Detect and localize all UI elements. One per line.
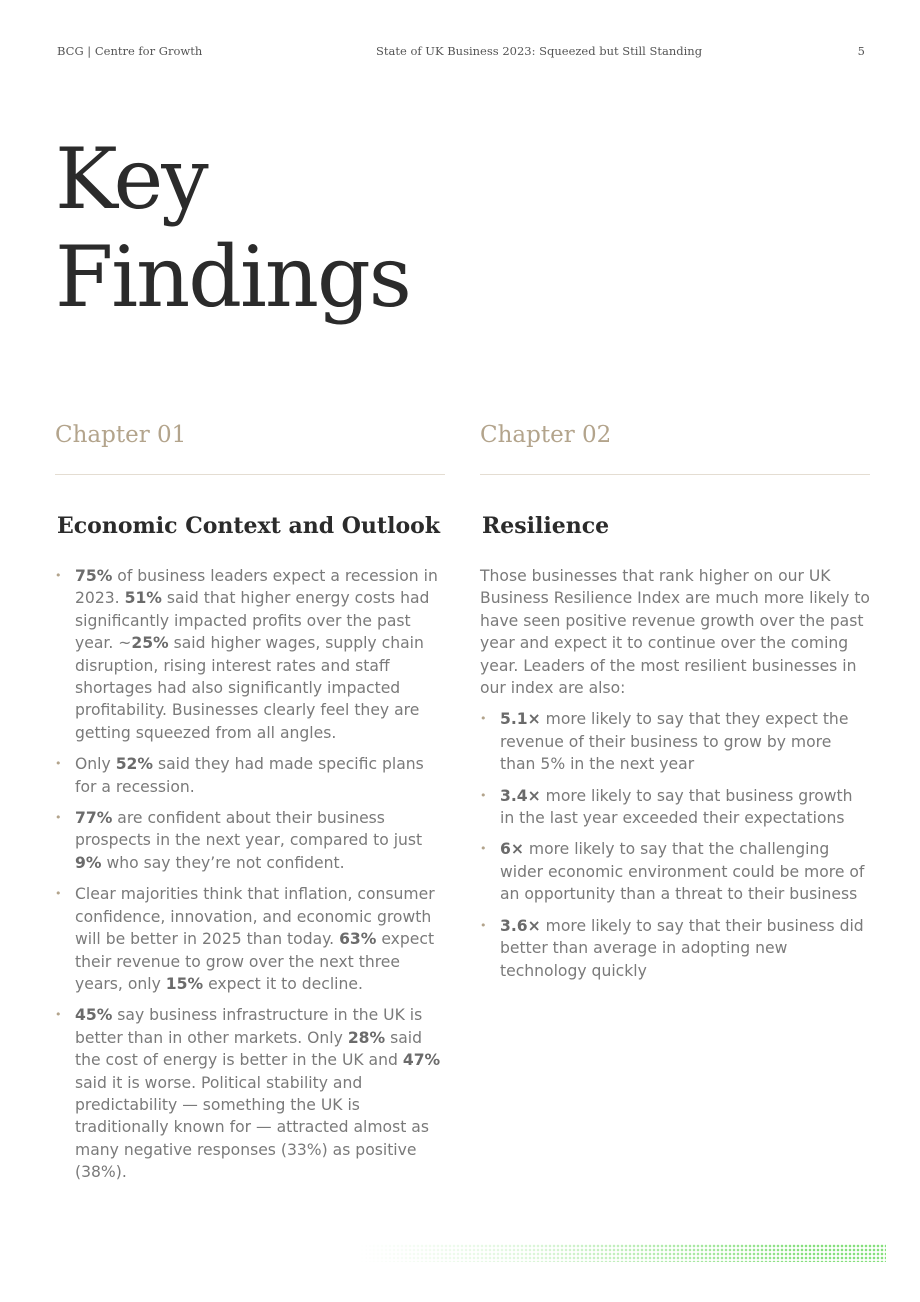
chapter-02-divider: [480, 474, 870, 475]
header-publisher: BCG | Centre for Growth: [57, 44, 203, 58]
header-report-title: State of UK Business 2023: Squeezed but Still Standing: [376, 44, 703, 58]
decorative-dot-pattern: [360, 1244, 886, 1262]
page-title-line-1: Key: [55, 130, 207, 228]
chapter-02-column: [480, 418, 870, 991]
page-title-line-2: Findings: [55, 228, 410, 326]
list-item: • 77% are confident about their business prospects in the next year, compared to just 9% who say they’re not confident.: [55, 807, 445, 874]
page-title: [55, 130, 410, 326]
page-number: 5: [857, 44, 865, 58]
list-item: • 5.1× more likely to say that they expect the revenue of their business to grow by more than 5% in the next year: [480, 708, 870, 775]
list-item: • Clear majorities think that inflation, consumer confidence, innovation, and economic growth will be better in 2025 than today. 63% expect their revenue to grow over the next three years, only 15% expect it to decline.: [55, 883, 445, 995]
list-item: • 45% say business infrastructure in the UK is better than in other markets. Only 28% said the cost of energy is better in the UK and 47% said it is worse. Political stability and predictability — something the UK is traditionally known for — attracted almost as many negative responses (33%) as positive (38%).: [55, 1004, 445, 1183]
list-item: • 3.4× more likely to say that business growth in the last year exceeded their expectations: [480, 785, 870, 830]
list-item: • 3.6× more likely to say that their business did better than average in adopting new technology quickly: [480, 915, 870, 982]
chapter-01-heading: Economic Context and Outlook: [57, 513, 441, 539]
list-item: • 75% of business leaders expect a recession in 2023. 51% said that higher energy costs had significantly impacted profits over the past year. ~25% said higher wages, supply chain disruption, rising interest rates and staff shortages had also significantly impacted profitability. Businesses clearly feel they are getting squeezed from all angles.: [55, 565, 445, 744]
chapter-02-label: Chapter 02: [480, 422, 612, 448]
chapter-01-findings-list: [55, 565, 445, 1184]
chapter-01-column: [55, 418, 445, 1193]
chapter-02-intro: Those businesses that rank higher on our UK Business Resilience Index are much more likely to have seen positive revenue growth over the past year and expect it to continue over the coming year. Leaders of the most resilient businesses in our index are also:: [480, 567, 870, 698]
chapter-01-divider: [55, 474, 445, 475]
chapter-01-label: Chapter 01: [55, 422, 187, 448]
chapter-02-findings-list: [480, 708, 870, 981]
list-item: • Only 52% said they had made specific plans for a recession.: [55, 753, 445, 798]
running-header: [57, 44, 865, 60]
list-item: • 6× more likely to say that the challenging wider economic environment could be more of an opportunity than a threat to their business: [480, 838, 870, 905]
chapter-02-heading: Resilience: [482, 513, 610, 539]
